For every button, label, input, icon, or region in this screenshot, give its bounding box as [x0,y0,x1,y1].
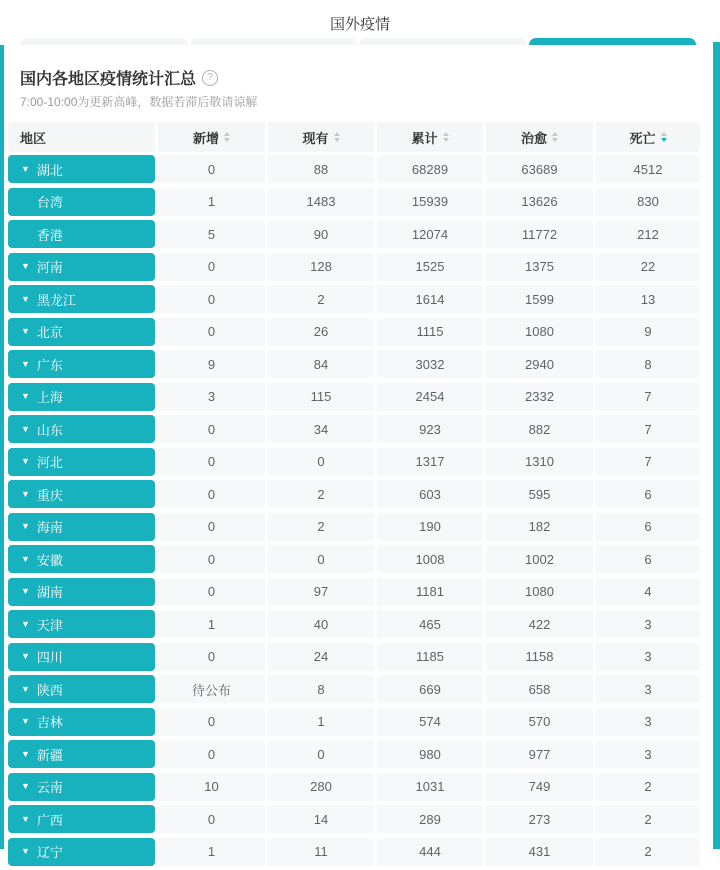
table-row [8,610,700,638]
table-cell: 22 [593,253,700,281]
region-name: 广东 [36,357,63,373]
table-cell: 97 [265,578,374,606]
region-name: 广西 [36,812,63,828]
table-cell: 1614 [374,285,483,313]
table-cell: 1525 [374,253,483,281]
table-cell: 3 [593,708,700,736]
region-name: 重庆 [36,487,63,503]
column-header[interactable] [155,122,265,152]
table-cell: 882 [483,415,593,443]
column-header-label: 现有 [302,130,329,146]
expand-arrow-icon: ▼ [21,261,30,271]
caret-down-icon [224,138,230,142]
table-cell: 182 [483,513,593,541]
expand-arrow-icon: ▼ [21,813,30,824]
table-cell: 0 [155,155,265,183]
region-name: 河南 [36,260,63,275]
expand-arrow-icon: ▼ [21,683,30,694]
expand-arrow-icon: ▼ [21,293,30,304]
sort-icon[interactable] [661,132,667,142]
table-cell: 749 [483,773,593,801]
table-cell: 3 [593,675,700,703]
table-cell: 1310 [483,448,593,476]
region-name: 安徽 [36,552,63,568]
table-cell: 2 [593,838,700,866]
expand-arrow-icon: ▼ [21,326,30,336]
table-cell: 280 [265,773,374,801]
table-cell: 34 [265,415,374,443]
update-notice: 7:00-10:00为更新高峰，数据若滞后敬请谅解 [20,95,258,109]
table-cell: 2940 [483,350,593,378]
caret-up-icon [552,132,558,136]
table-row [8,708,700,736]
table-cell: 603 [374,480,483,508]
table-cell: 68289 [374,155,483,183]
region-button[interactable] [8,610,155,638]
table-cell: 2 [265,285,374,313]
table-cell: 13626 [483,188,593,216]
table-cell: 13 [593,285,700,313]
table-cell: 422 [483,610,593,638]
tab-1[interactable] [20,38,188,45]
tab-3[interactable] [359,38,527,45]
table-cell: 1 [155,188,265,216]
column-header-label: 地区 [20,130,47,146]
table-cell: 40 [265,610,374,638]
caret-up-icon [334,132,340,136]
column-header-label: 治愈 [520,130,547,146]
table-cell: 90 [265,220,374,248]
region-button[interactable] [8,675,155,703]
table-cell: 0 [155,318,265,346]
table-cell: 574 [374,708,483,736]
expand-arrow-icon: ▼ [21,391,30,401]
table-cell: 1002 [483,545,593,573]
region-name: 陕西 [36,682,63,698]
region-name: 河北 [36,455,63,470]
region-name: 黑龙江 [36,292,76,308]
sort-icon[interactable] [443,132,449,142]
table-row [8,253,700,281]
table-cell: 1080 [483,318,593,346]
region-name: 台湾 [36,195,63,210]
table-cell: 1 [265,708,374,736]
region-name: 吉林 [36,715,63,730]
region-name: 四川 [36,650,63,665]
table-row [8,545,700,573]
expand-arrow-icon: ▼ [21,553,30,564]
table-row [8,805,700,833]
table-cell: 1483 [265,188,374,216]
table-cell: 0 [155,740,265,768]
table-cell: 88 [265,155,374,183]
table-cell: 212 [593,220,700,248]
caret-up-icon [224,132,230,136]
table-cell: 9 [593,318,700,346]
table-cell: 26 [265,318,374,346]
expand-arrow-icon: ▼ [21,781,30,791]
table-cell: 6 [593,545,700,573]
column-header[interactable] [374,122,483,152]
table-cell: 0 [155,805,265,833]
table-row [8,740,700,768]
region-button[interactable] [8,415,155,443]
help-icon[interactable]: ? [202,70,218,86]
table-row [8,220,700,248]
table-cell: 0 [155,513,265,541]
region-button[interactable] [8,643,155,671]
table-cell: 1599 [483,285,593,313]
region-button[interactable] [8,578,155,606]
column-header[interactable] [483,122,593,152]
table-cell: 0 [155,480,265,508]
region-button[interactable] [8,773,155,801]
table-cell: 190 [374,513,483,541]
table-cell: 4512 [593,155,700,183]
table-cell: 3 [593,610,700,638]
table-cell: 273 [483,805,593,833]
table-cell: 1185 [374,643,483,671]
table-cell: 0 [155,545,265,573]
tab-2[interactable] [190,38,358,45]
table-cell: 923 [374,415,483,443]
table-row [8,838,700,866]
region-button[interactable] [8,188,155,216]
region-button[interactable] [8,448,155,476]
table-cell: 1317 [374,448,483,476]
caret-up-icon [661,132,667,136]
table-cell: 2 [265,513,374,541]
section-title-text: 国内各地区疫情统计汇总 [20,71,197,88]
expand-arrow-icon: ▼ [21,748,30,759]
table-cell: 830 [593,188,700,216]
region-button[interactable] [8,708,155,736]
table-cell: 2 [265,480,374,508]
region-button[interactable] [8,350,155,378]
region-name: 天津 [36,617,63,633]
table-cell: 0 [155,415,265,443]
region-name: 新疆 [36,747,63,763]
table-cell: 1008 [374,545,483,573]
region-name: 北京 [36,325,63,340]
table-header-row [8,122,700,152]
table-cell: 6 [593,513,700,541]
region-button[interactable] [8,805,155,833]
table-cell: 8 [265,675,374,703]
expand-arrow-icon: ▼ [21,618,30,629]
table-cell: 3 [593,643,700,671]
table-cell: 595 [483,480,593,508]
table-row [8,383,700,411]
table-cell: 1375 [483,253,593,281]
table-cell: 444 [374,838,483,866]
expand-arrow-icon: ▼ [21,423,30,434]
table-cell: 977 [483,740,593,768]
section-title [20,66,218,89]
region-button[interactable] [8,220,155,248]
expand-arrow-icon: ▼ [21,488,30,499]
region-name: 海南 [36,520,63,535]
table-cell: 0 [265,545,374,573]
table-row [8,155,700,183]
region-button[interactable] [8,253,155,281]
region-button[interactable] [8,383,155,411]
table-cell: 10 [155,773,265,801]
column-header[interactable] [593,122,700,152]
table-row [8,285,700,313]
region-name: 云南 [36,780,63,795]
table-cell: 8 [593,350,700,378]
table-cell: 0 [155,643,265,671]
table-row [8,188,700,216]
table-cell: 465 [374,610,483,638]
table-cell: 0 [155,448,265,476]
table-cell: 1115 [374,318,483,346]
table-cell: 14 [265,805,374,833]
table-cell: 289 [374,805,483,833]
sort-icon[interactable] [334,132,340,142]
table-cell: 128 [265,253,374,281]
table-cell: 4 [593,578,700,606]
caret-down-icon [552,138,558,142]
table-cell: 1158 [483,643,593,671]
expand-arrow-icon: ▼ [21,651,30,661]
table-row [8,415,700,443]
region-button[interactable] [8,318,155,346]
region-button[interactable] [8,545,155,573]
expand-arrow-icon: ▼ [21,521,30,531]
column-header[interactable] [265,122,374,152]
expand-arrow-icon: ▼ [21,456,30,466]
column-header [8,122,155,152]
table-cell: 63689 [483,155,593,183]
table-cell: 11 [265,838,374,866]
column-header-label: 死亡 [629,130,656,146]
sort-icon[interactable] [224,132,230,142]
expand-arrow-icon: ▼ [21,846,30,856]
region-name: 上海 [36,390,63,405]
table-cell: 5 [155,220,265,248]
region-button[interactable] [8,513,155,541]
table-cell: 115 [265,383,374,411]
table-cell: 2454 [374,383,483,411]
table-cell: 7 [593,383,700,411]
table-cell: 0 [155,253,265,281]
region-name: 湖南 [36,585,63,600]
table-row [8,448,700,476]
region-stats-table [8,122,700,870]
region-button[interactable] [8,155,155,183]
table-cell: 12074 [374,220,483,248]
table-cell: 11772 [483,220,593,248]
table-cell: 0 [155,708,265,736]
table-cell: 0 [155,285,265,313]
table-row [8,350,700,378]
region-name: 山东 [36,422,63,438]
sort-icon[interactable] [552,132,558,142]
table-cell: 0 [265,740,374,768]
table-row [8,675,700,703]
caret-down-icon [443,138,449,142]
table-body [8,155,700,866]
region-name: 香港 [36,227,63,243]
table-row [8,643,700,671]
region-button[interactable] [8,838,155,866]
region-button[interactable] [8,285,155,313]
table-cell: 431 [483,838,593,866]
page-title: 国外疫情 [329,16,390,33]
table-row [8,578,700,606]
table-cell: 1 [155,838,265,866]
table-row [8,513,700,541]
table-cell: 2332 [483,383,593,411]
table-row [8,480,700,508]
table-cell: 1031 [374,773,483,801]
table-cell: 6 [593,480,700,508]
table-row [8,318,700,346]
table-cell: 24 [265,643,374,671]
table-cell: 15939 [374,188,483,216]
table-cell: 658 [483,675,593,703]
table-cell: 0 [155,578,265,606]
left-accent-border [0,45,4,849]
expand-arrow-icon: ▼ [21,716,30,726]
table-cell: 待公布 [155,675,265,703]
table-cell: 570 [483,708,593,736]
scrollbar[interactable] [713,42,720,849]
table-cell: 2 [593,773,700,801]
table-cell: 3 [593,740,700,768]
table-row [8,773,700,801]
region-name: 辽宁 [36,845,63,860]
region-button[interactable] [8,480,155,508]
caret-down-icon [334,138,340,142]
table-cell: 9 [155,350,265,378]
table-cell: 2 [593,805,700,833]
table-cell: 84 [265,350,374,378]
table-cell: 0 [265,448,374,476]
caret-down-icon [661,138,667,142]
table-cell: 1181 [374,578,483,606]
table-cell: 980 [374,740,483,768]
tab-4-active[interactable] [529,38,697,45]
tab-bar [20,38,696,45]
caret-up-icon [443,132,449,136]
expand-arrow-icon: ▼ [21,163,30,174]
column-header-label: 累计 [411,130,438,146]
table-cell: 3 [155,383,265,411]
expand-arrow-icon: ▼ [21,586,30,596]
table-cell: 3032 [374,350,483,378]
region-name: 湖北 [36,162,63,178]
table-cell: 1080 [483,578,593,606]
table-cell: 7 [593,448,700,476]
table-cell: 669 [374,675,483,703]
expand-arrow-icon: ▼ [21,358,30,369]
column-header-label: 新增 [192,130,219,146]
table-cell: 1 [155,610,265,638]
table-cell: 7 [593,415,700,443]
region-button[interactable] [8,740,155,768]
